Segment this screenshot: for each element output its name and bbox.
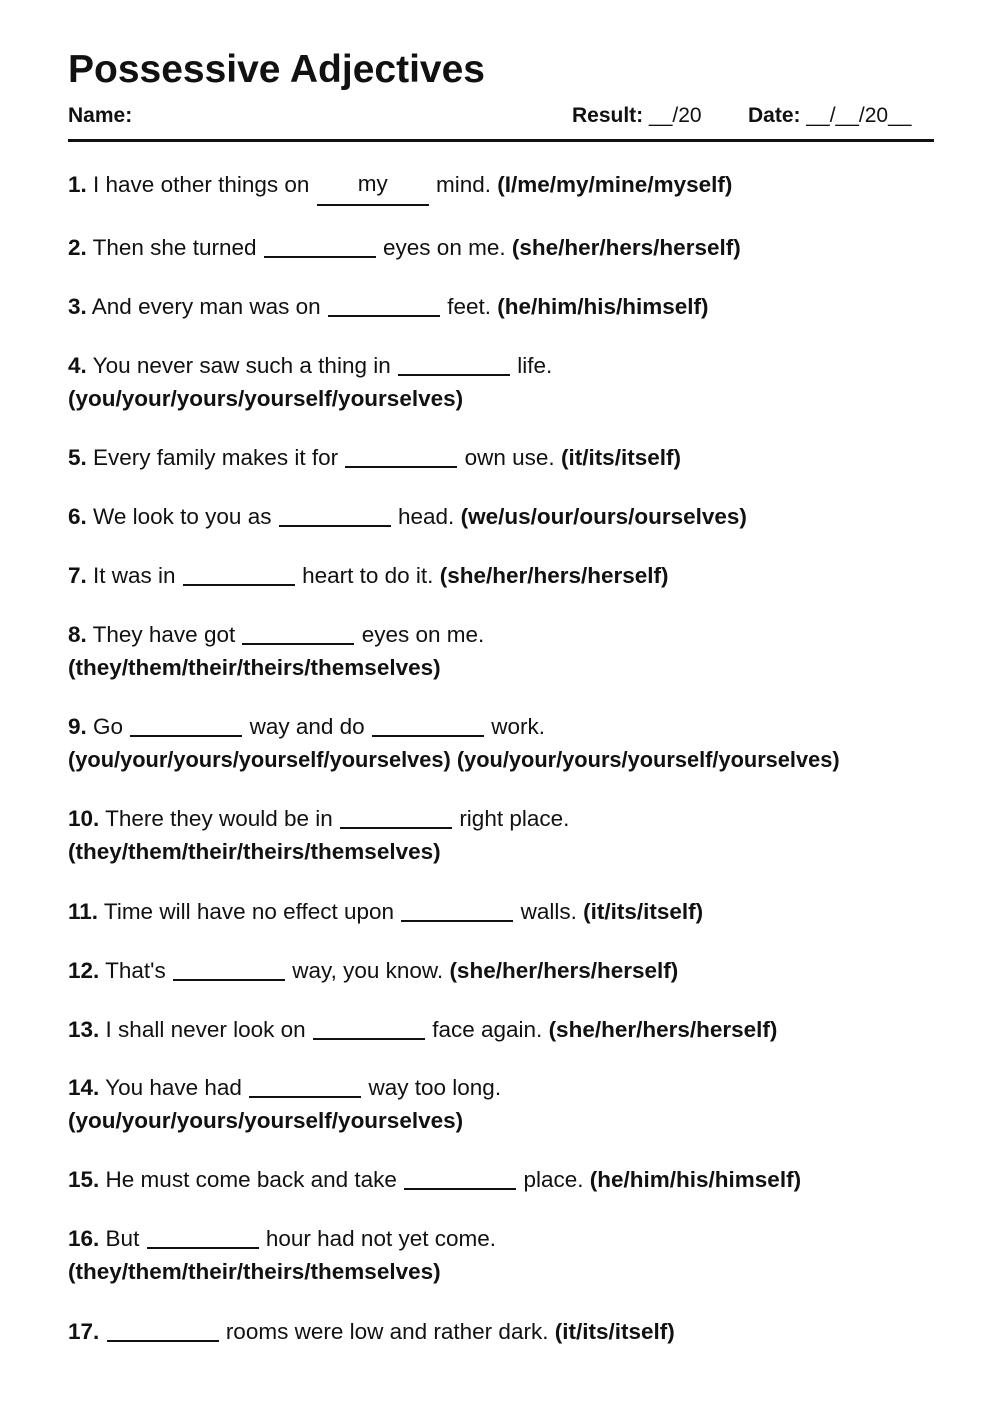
date-value: __/__/20__ <box>806 104 912 127</box>
result-value: __/20 <box>649 104 702 127</box>
question-number: 2. <box>68 235 87 260</box>
question-text: You have had <box>105 1075 242 1100</box>
question-text: We look to you as <box>93 504 272 529</box>
answer-options: (they/them/their/theirs/themselves) <box>68 839 441 864</box>
question-text: hour had not yet come. <box>265 1226 497 1251</box>
answer-blank[interactable] <box>107 1314 219 1342</box>
question-item <box>68 496 747 533</box>
question-text: mind. <box>435 172 491 197</box>
question-text: And every man was on <box>91 294 321 319</box>
question-item <box>68 891 703 928</box>
answer-options: (I/me/my/mine/myself) <box>497 172 733 197</box>
answer-options: (you/your/yours/yourself/yourselves) <box>68 386 464 411</box>
question-text: Then she turned <box>92 235 257 260</box>
question-item <box>68 286 709 323</box>
question-item <box>68 437 681 474</box>
question-text: I shall never look on <box>105 1017 306 1042</box>
answer-blank[interactable] <box>401 894 513 922</box>
question-number: 10. <box>68 806 100 831</box>
question-text: But <box>105 1226 140 1251</box>
question-number: 7. <box>68 563 87 588</box>
question-number: 14. <box>68 1075 100 1100</box>
answer-fill: my <box>357 171 388 196</box>
worksheet-title: Possessive Adjectives <box>68 48 485 91</box>
answer-options: (you/your/yours/yourself/yourselves) (you/your/yours/yourself/yourselves) <box>68 747 840 772</box>
answer-blank[interactable] <box>264 230 376 258</box>
question-number: 12. <box>68 958 100 983</box>
name-label: Name: <box>68 104 133 127</box>
answer-blank[interactable] <box>147 1221 259 1249</box>
question-text: way and do <box>249 714 365 739</box>
question-text: They have got <box>92 622 236 647</box>
question-number: 5. <box>68 445 87 470</box>
question-text: You never saw such a thing in <box>92 353 391 378</box>
question-item <box>68 1009 777 1046</box>
answer-options: (she/her/hers/herself) <box>548 1017 778 1042</box>
question-item <box>68 1218 496 1288</box>
answer-blank[interactable] <box>404 1162 516 1190</box>
answer-options: (he/him/his/himself) <box>589 1167 802 1192</box>
question-text: It was in <box>93 563 176 588</box>
question-text: own use. <box>464 445 555 470</box>
result-field <box>572 102 702 130</box>
answer-options: (we/us/our/ours/ourselves) <box>460 504 747 529</box>
question-number: 13. <box>68 1017 100 1042</box>
answer-options: (you/your/yours/yourself/yourselves) <box>68 1108 464 1133</box>
question-item <box>68 227 741 264</box>
question-item <box>68 168 732 203</box>
answer-blank[interactable] <box>173 953 285 981</box>
question-text: life. <box>517 353 553 378</box>
question-item <box>68 798 569 868</box>
question-text: There they would be in <box>105 806 333 831</box>
answer-blank[interactable] <box>345 440 457 468</box>
question-text: walls. <box>520 899 577 924</box>
question-number: 16. <box>68 1226 100 1251</box>
question-number: 3. <box>68 294 87 319</box>
question-text: head. <box>398 504 455 529</box>
answer-options: (it/its/itself) <box>583 899 704 924</box>
answer-blank[interactable] <box>249 1070 361 1098</box>
question-number: 15. <box>68 1167 100 1192</box>
question-item <box>68 555 669 592</box>
question-text: face again. <box>432 1017 543 1042</box>
answer-blank[interactable] <box>372 709 484 737</box>
answer-options: (he/him/his/himself) <box>497 294 709 319</box>
answer-options: (it/its/itself) <box>554 1319 675 1344</box>
result-label: Result: <box>572 104 644 127</box>
question-item <box>68 1311 675 1348</box>
question-text: eyes on me. <box>361 622 485 647</box>
question-text: Go <box>93 714 124 739</box>
answer-blank[interactable] <box>279 499 391 527</box>
question-text: I have other things on <box>93 172 310 197</box>
question-item <box>68 614 484 684</box>
answer-blank[interactable] <box>317 171 429 206</box>
answer-options: (she/her/hers/herself) <box>439 563 669 588</box>
date-field <box>748 102 911 130</box>
header-divider <box>68 139 934 142</box>
question-text: work. <box>491 714 545 739</box>
question-text: right place. <box>459 806 570 831</box>
answer-options: (she/her/hers/herself) <box>449 958 679 983</box>
question-text: He must come back and take <box>105 1167 397 1192</box>
question-number: 11. <box>68 899 99 924</box>
question-text: heart to do it. <box>302 563 434 588</box>
answer-blank[interactable] <box>242 617 354 645</box>
answer-options: (she/her/hers/herself) <box>511 235 741 260</box>
answer-blank[interactable] <box>183 558 295 586</box>
question-number: 4. <box>68 353 87 378</box>
question-item <box>68 950 678 987</box>
question-item <box>68 1159 801 1196</box>
question-text: eyes on me. <box>383 235 506 260</box>
question-number: 8. <box>68 622 87 647</box>
answer-blank[interactable] <box>328 289 440 317</box>
answer-blank[interactable] <box>130 709 242 737</box>
question-text: Every family makes it for <box>93 445 339 470</box>
answer-blank[interactable] <box>340 801 452 829</box>
question-number: 1. <box>68 172 87 197</box>
answer-options: (they/them/their/theirs/themselves) <box>68 1259 441 1284</box>
question-number: 6. <box>68 504 87 529</box>
answer-options: (they/them/their/theirs/themselves) <box>68 655 441 680</box>
question-text: rooms were low and rather dark. <box>225 1319 549 1344</box>
question-text: place. <box>523 1167 584 1192</box>
question-item <box>68 706 840 776</box>
answer-blank[interactable] <box>313 1012 425 1040</box>
answer-options: (it/its/itself) <box>560 445 681 470</box>
question-text: Time will have no effect upon <box>103 899 395 924</box>
question-text: way, you know. <box>292 958 444 983</box>
question-number: 17. <box>68 1319 100 1344</box>
question-text: way too long. <box>368 1075 502 1100</box>
question-item <box>68 345 552 415</box>
question-number: 9. <box>68 714 87 739</box>
question-text: That's <box>105 958 166 983</box>
question-item <box>68 1067 501 1137</box>
date-label: Date: <box>748 104 801 127</box>
question-text: feet. <box>447 294 491 319</box>
answer-blank[interactable] <box>398 348 510 376</box>
